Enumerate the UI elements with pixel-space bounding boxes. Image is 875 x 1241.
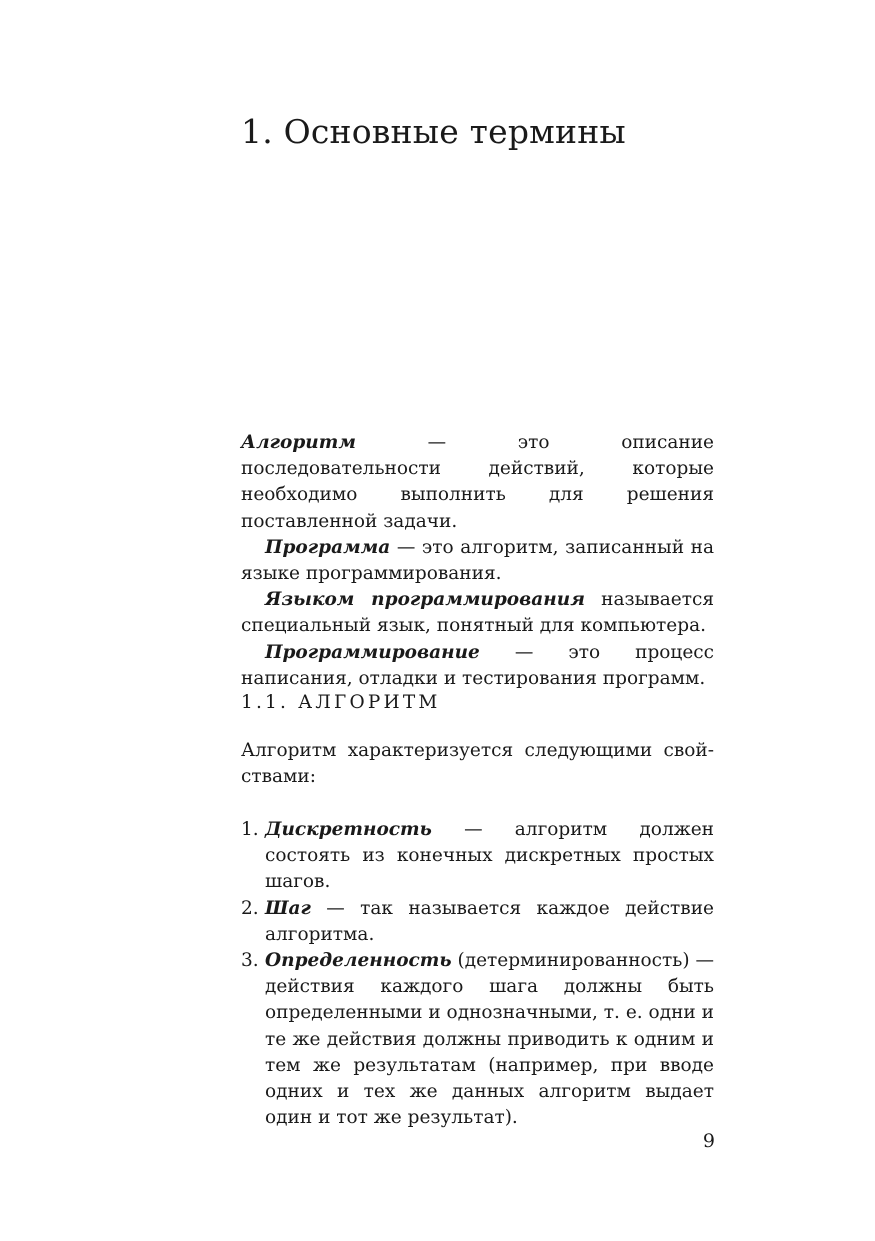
definition-text: — это алгоритм, записанный на языке программирования. <box>241 536 714 585</box>
list-item-number: 2. <box>241 897 259 919</box>
list-item-number: 3. <box>241 950 259 972</box>
definition-text: — это описание последовательности действий, которые необходимо выполнить для решения поставленной задачи. <box>241 432 714 532</box>
section-title: 1.1. АЛГОРИТМ <box>241 692 441 713</box>
list-item-term: Дискретность <box>265 819 432 840</box>
definition-term: Программа <box>265 536 391 558</box>
definition-term: Программирование <box>265 641 480 663</box>
definition-term: Языком программирования <box>265 589 585 611</box>
list-item <box>241 817 714 896</box>
definition-text: называется специальный язык, понятный для компьютера. <box>241 589 714 637</box>
section-intro: Алгоритм характеризуется следующими свойствами: <box>241 740 714 788</box>
list-item-text: (детерминированность) — действия каждого шага должны быть определенными и однозначными, т. е. одни и те же действия должны приводить к одним и тем же результатам (например, при вводе одних и тех же данных алгоритм выдает один и тот же результат). <box>265 950 714 1129</box>
definition-text: — это процесс написания, отладки и тестирования программ. <box>241 641 714 689</box>
definitions-block <box>241 430 714 692</box>
list-item-term: Определенность <box>265 950 452 972</box>
list-item <box>241 948 714 1131</box>
list-item <box>241 896 714 948</box>
definition-term: Алгоритм <box>241 432 356 453</box>
definition-programming-language <box>241 587 714 639</box>
definition-program <box>241 535 714 587</box>
properties-list <box>241 817 714 1131</box>
list-item-term: Шаг <box>265 897 311 919</box>
definition-algorithm <box>241 430 714 535</box>
list-item-number: 1. <box>241 819 259 840</box>
page-number: 9 <box>702 1130 715 1152</box>
definition-programming <box>241 640 714 692</box>
list-item-text: — так называется каждое действие алгоритма. <box>265 897 714 945</box>
chapter-title: 1. Основные термины <box>241 112 626 151</box>
list-item-text: — алгоритм должен состоять из конечных дискретных простых шагов. <box>265 819 714 893</box>
